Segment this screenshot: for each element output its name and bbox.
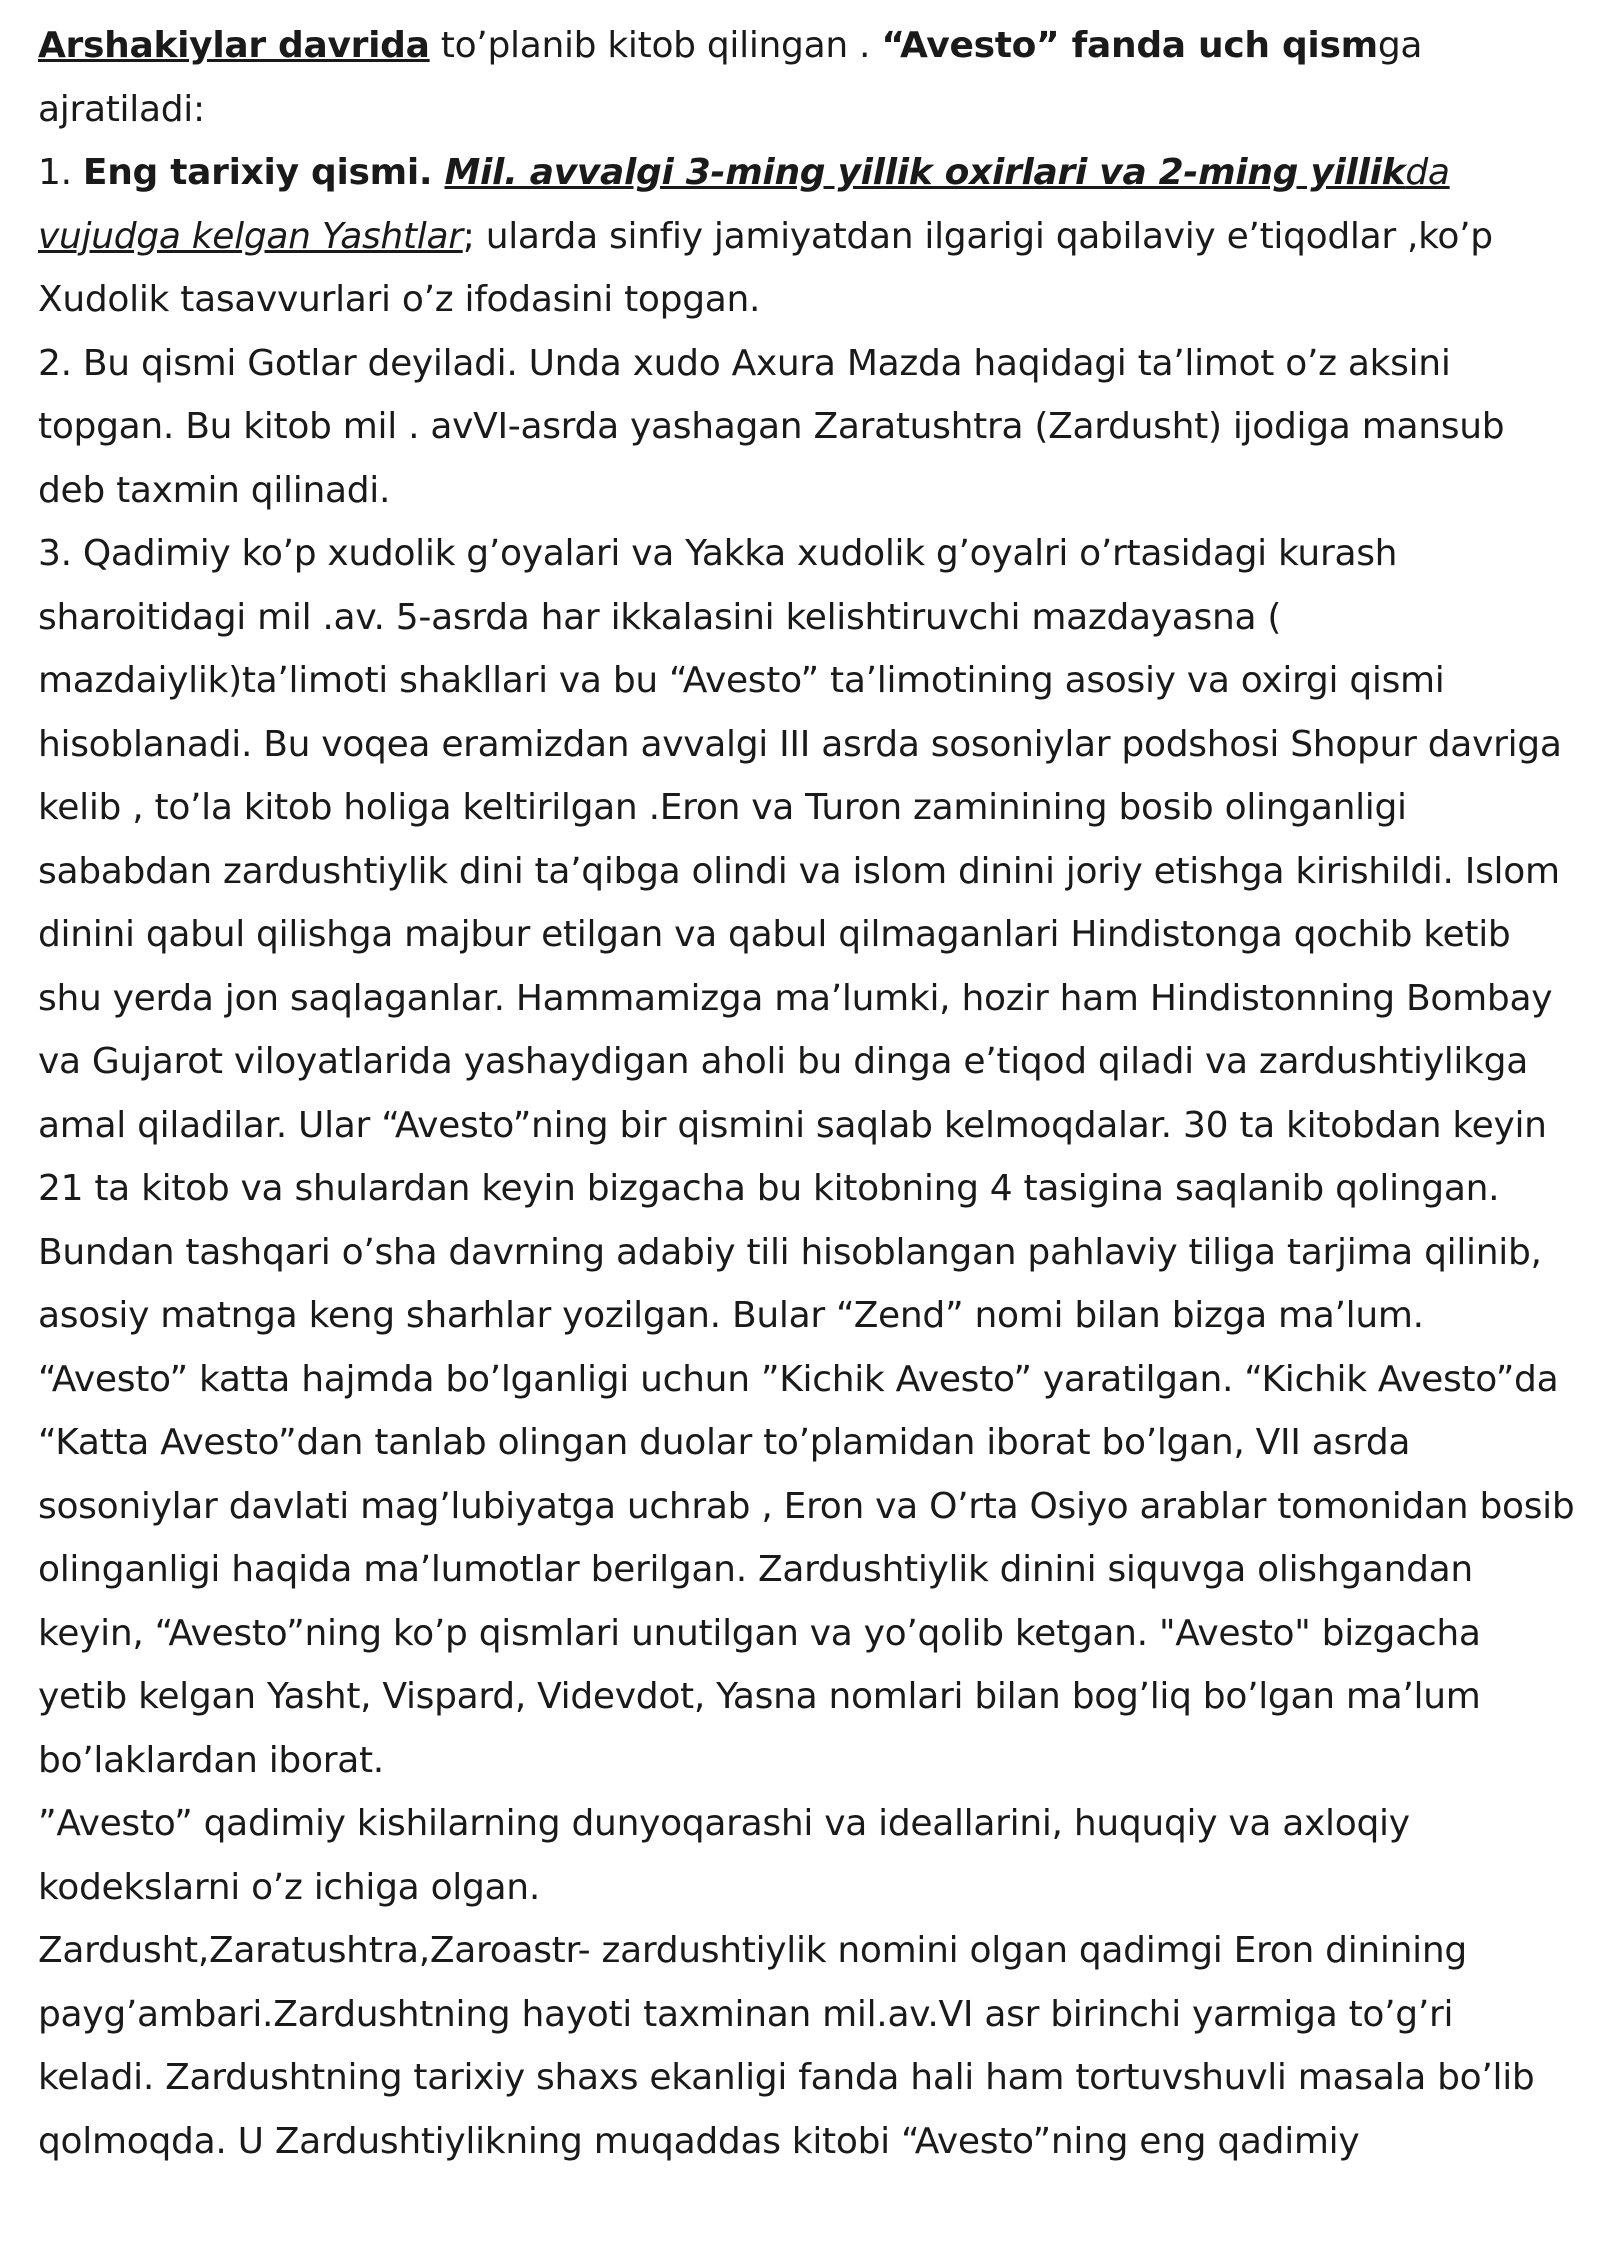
- intro-text: to’planib kitob qilingan .: [429, 25, 882, 66]
- document-page: [38, 14, 1578, 2173]
- paragraph-part-3: 3. Qadimiy ko’p xudolik g’oyalari va Yakka xudolik g’oyalri o’rtasidagi kurash sharoitidagi mil .av. 5-asrda har ikkalasini kelishtiruvchi mazdayasna ( mazdaiylik)ta’limoti shakllari va bu “Avesto” ta’limotining asosiy va oxirgi qismi hisoblanadi. Bu voqea eramizdan avvalgi III asrda sosoniylar podshosi Shopur davriga kelib , to’la kitob holiga keltirilgan .Eron va Turon zaminining bosib olinganligi sababdan zardushtiylik dini ta’qibga olindi va islom dinini joriy etishga kirishildi. Islom dinini qabul qilishga majbur etilgan va qabul qilmaganlari Hindistonga qochib ketib shu yerda jon saqlaganlar. Hammamizga ma’lumki, hozir ham Hindistonning Bombay va Gujarot viloyatlarida yashaydigan aholi bu dinga e’tiqod qiladi va zardushtiylikga amal qiladilar. Ular “Avesto”ning bir qismini saqlab kelmoqdalar. 30 ta kitobdan keyin 21 ta kitob va shulardan keyin bizgacha bu kitobning 4 tasigina saqlanib qolingan. Bundan tashqari o’sha davrning adabiy tili hisoblangan pahlaviy tiliga tarjima qilinib, asosiy matnga keng sharhlar yozilgan. Bular “Zend” nomi bilan bizga ma’lum. “Avesto” katta hajmda bo’lganligi uchun ”Kichik Avesto” yaratilgan. “Kichik Avesto”da “Katta Avesto”dan tanlab olingan duolar to’plamidan iborat bo’lgan, VII asrda sosoniylar davlati mag’lubiyatga uchrab , Eron va O’rta Osiyo arablar tomonidan bosib olinganligi haqida ma’lumotlar berilgan. Zardushtiylik dinini siquvga olishgandan keyin, “Avesto”ning ko’p qismlari unutilgan va yo’qolib ketgan. "Avesto" bizgacha yetib kelgan Yasht, Vispard, Videvdot, Yasna nomlari bilan bog’liq bo’lgan ma’lum bo’laklardan iborat.: [38, 533, 1575, 1781]
- paragraph-part-1: [38, 141, 1578, 332]
- paragraph-zardusht: Zardusht,Zaratushtra,Zaroastr- zardushtiylik nomini olgan qadimgi Eron dinining payg’ambari.Zardushtning hayoti taxminan mil.av.VI asr birinchi yarmiga to’g’ri keladi. Zardushtning tarixiy shaxs ekanligi fanda hali ham tortuvshuvli masala bo’lib qolmoqda. U Zardushtiylikning muqaddas kitobi “Avesto”ning eng qadimiy: [38, 1930, 1535, 2162]
- part-1-yashtlar: da vujudga kelgan Yashtlar: [38, 152, 1450, 257]
- arshakiylar-heading: Arshakiylar davrida: [38, 25, 430, 66]
- part-1-text: ; ularda sinfiy jamiyatdan ilgarigi qabilaviy e’tiqodlar ,ko’p Xudolik tasavvurlari o’z ifodasini topgan.: [38, 215, 1493, 320]
- avesto-parts-phrase: “Avesto” fanda uch qism: [881, 25, 1378, 66]
- part-1-title: Eng tarixiy qismi.: [82, 152, 445, 193]
- paragraph-avesto-content: ”Avesto” qadimiy kishilarning dunyoqarashi va ideallarini, huquqiy va axloqiy kodekslarni o’z ichiga olgan.: [38, 1803, 1410, 1908]
- paragraph-part-2: 2. Bu qismi Gotlar deyiladi. Unda xudo Axura Mazda haqidagi ta’limot o’z aksini topgan. Bu kitob mil . avVI-asrda yashagan Zaratushtra (Zardusht) ijodiga mansub deb taxmin qilinadi.: [38, 342, 1505, 511]
- part-1-period: Mil. avvalgi 3-ming yillik oxirlari va 2-ming yillik: [444, 152, 1406, 193]
- intro-tail: ga ajratiladi:: [38, 25, 1423, 130]
- paragraph-intro: [38, 14, 1578, 141]
- list-number: 1.: [38, 152, 83, 193]
